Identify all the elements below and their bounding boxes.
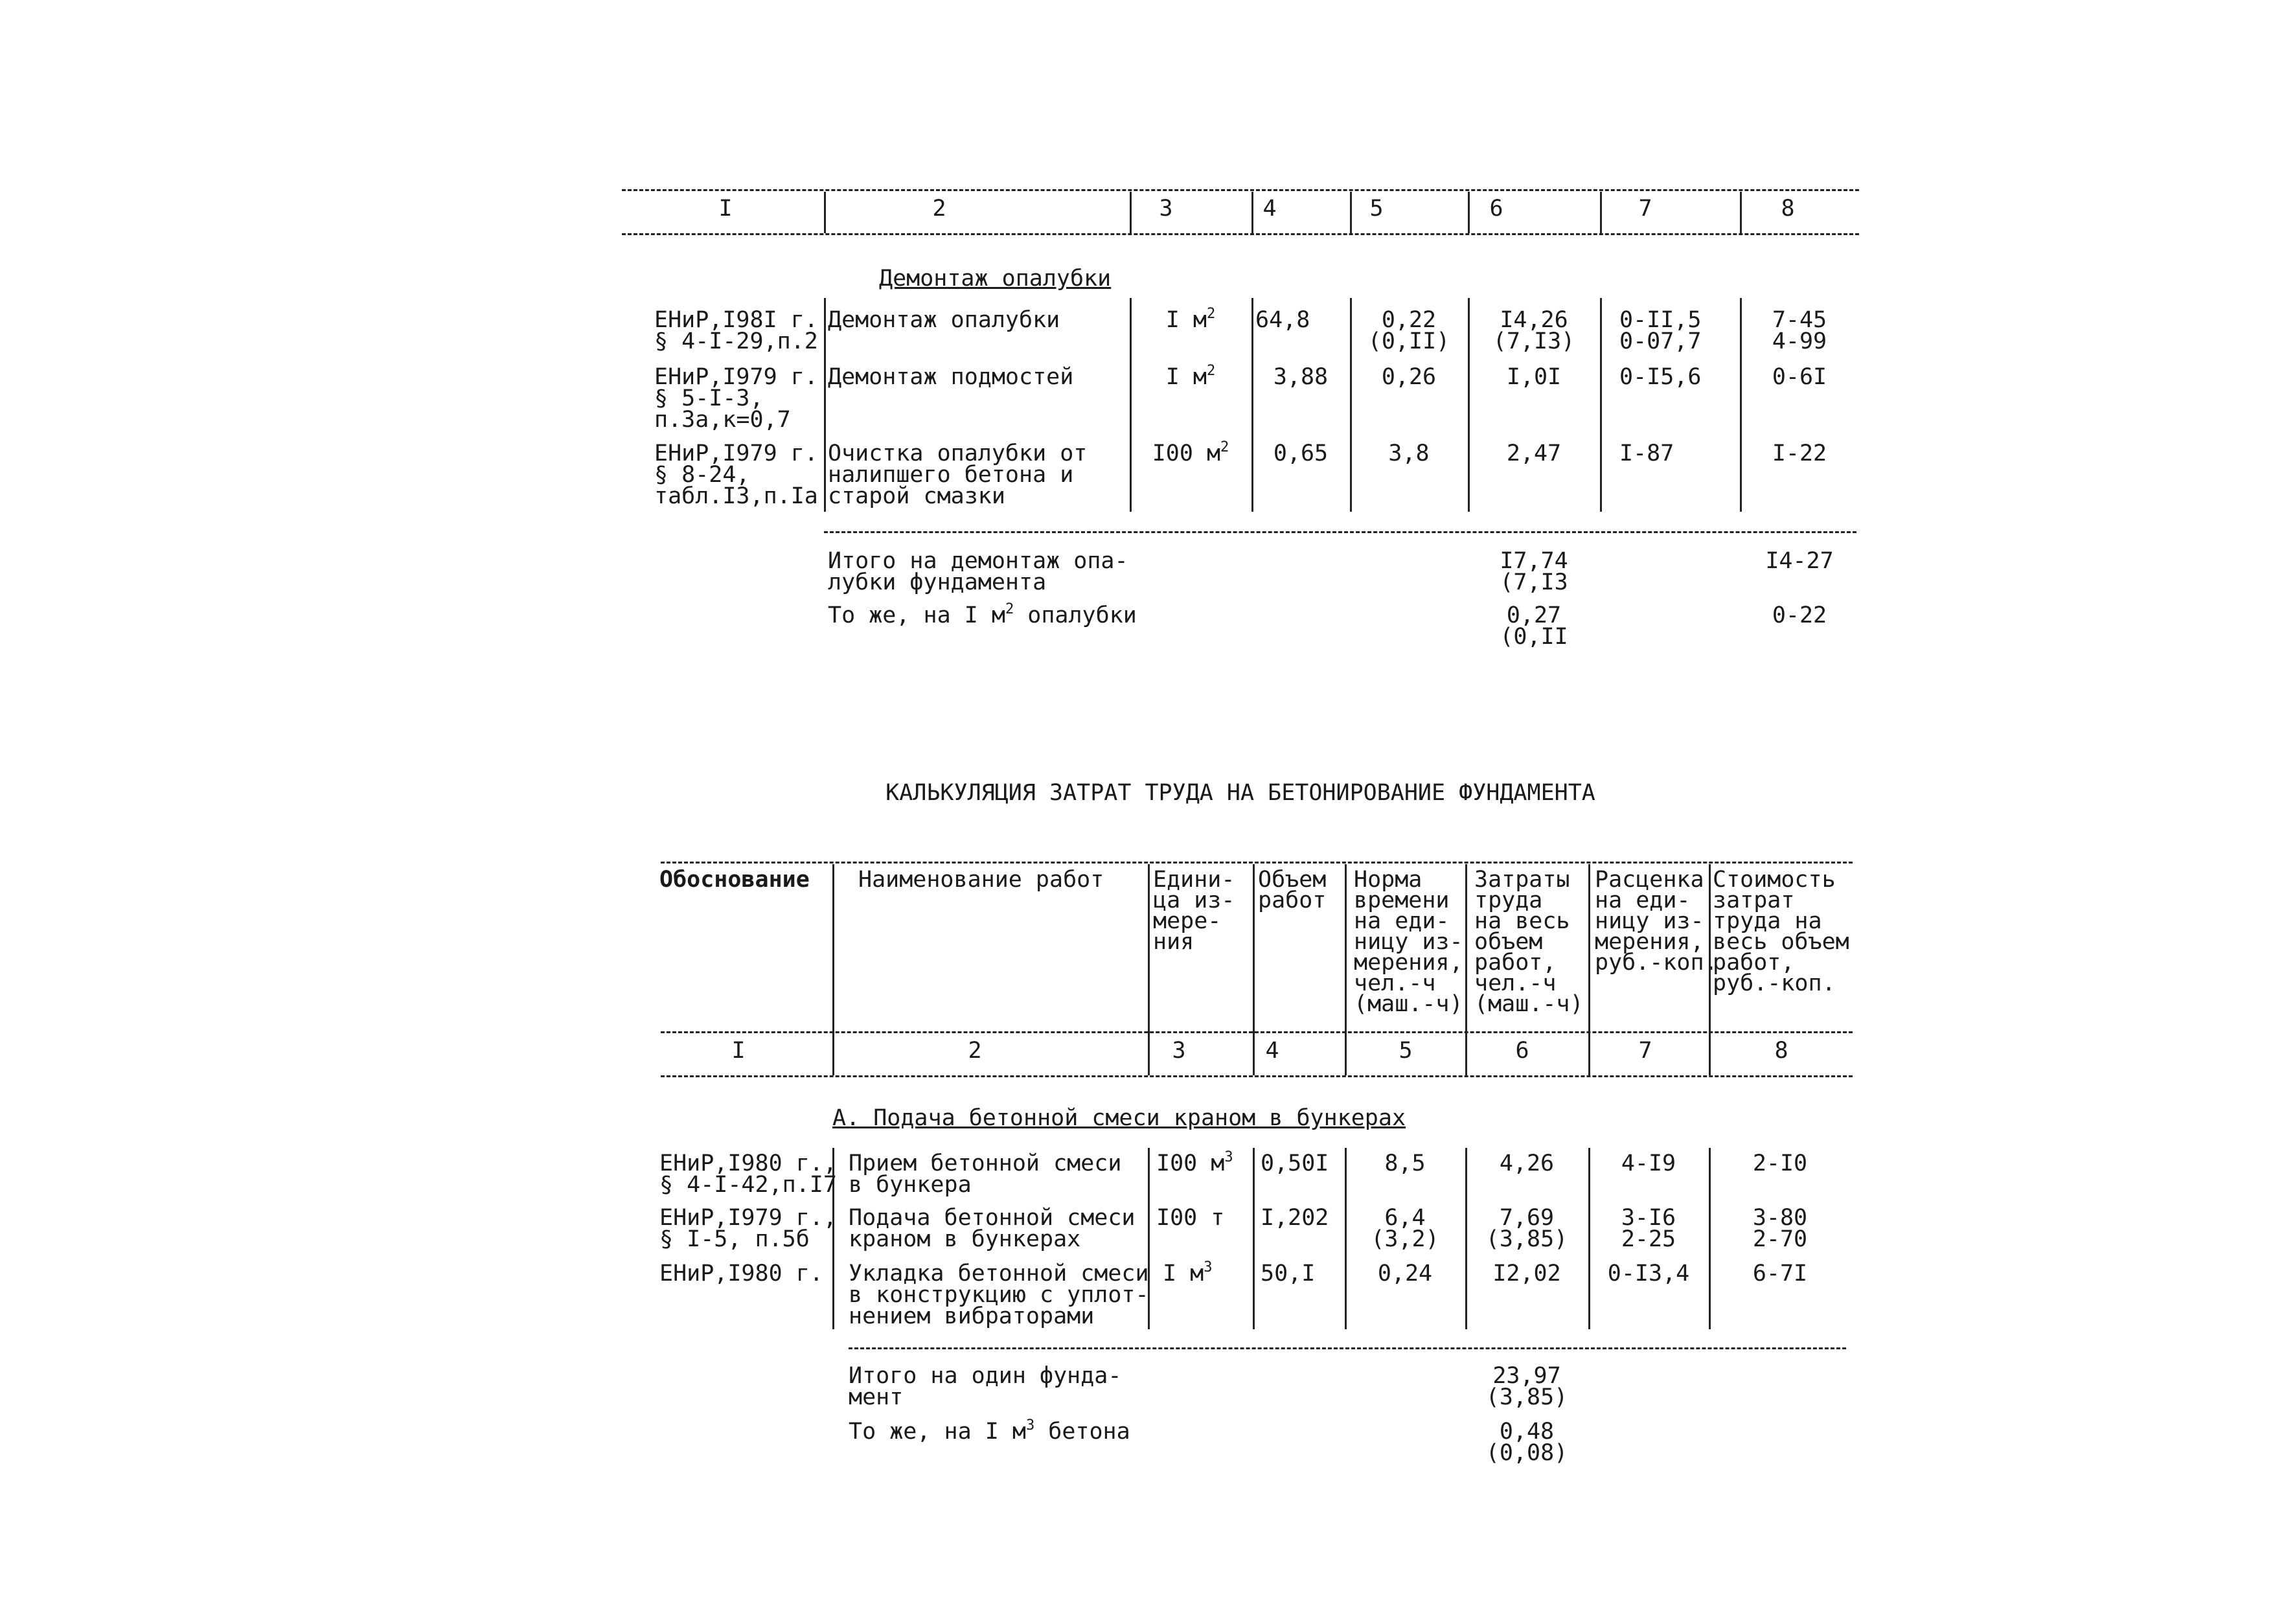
column-divider bbox=[1253, 1148, 1255, 1329]
labor-cell: 7,69 bbox=[1499, 1205, 1555, 1231]
name-cell: Укладка бетонной смеси bbox=[849, 1261, 1149, 1287]
name-cell: краном в бункерах bbox=[849, 1226, 1081, 1252]
col-number: 5 bbox=[1369, 196, 1384, 222]
cost-cell: 6-7I bbox=[1752, 1261, 1808, 1287]
labor-cell: I2,02 bbox=[1492, 1261, 1561, 1287]
name-cell: в бункера bbox=[849, 1172, 972, 1198]
unit-cell: I $м^2$ bbox=[1165, 363, 1216, 390]
labor-cell: (3,85) bbox=[1485, 1226, 1568, 1252]
basis-cell: ЕНиР,I980 г., bbox=[659, 1150, 837, 1176]
rate-cell: 4-I9 bbox=[1621, 1150, 1676, 1176]
total-label: лубки фундамента bbox=[828, 569, 1047, 595]
rate-cell: I-87 bbox=[1619, 440, 1674, 466]
column-divider bbox=[832, 864, 834, 1075]
cost-cell: 7-45 bbox=[1772, 307, 1827, 333]
column-divider bbox=[824, 298, 826, 512]
name-cell: Демонтаж опалубки bbox=[828, 307, 1060, 333]
total-label: Итого на один фунда- bbox=[849, 1363, 1122, 1389]
col-number: I bbox=[731, 1038, 746, 1064]
column-divider bbox=[1600, 298, 1602, 512]
labor-cell: (7,I3) bbox=[1492, 328, 1575, 354]
cost-cell: 3-80 bbox=[1752, 1205, 1808, 1231]
basis-cell: § I-5, п.5б bbox=[659, 1226, 810, 1252]
col-number: 8 bbox=[1781, 196, 1795, 222]
rule bbox=[661, 862, 1853, 863]
section-title: Демонтаж опалубки bbox=[879, 266, 1112, 292]
rule bbox=[849, 1347, 1846, 1349]
col-number: 6 bbox=[1489, 196, 1503, 222]
volume-cell: 0,50I bbox=[1261, 1150, 1329, 1176]
rate-cell: 2-25 bbox=[1621, 1226, 1676, 1252]
column-header: Затраты труда на весь объем работ, чел.-ч (маш.-ч) bbox=[1474, 867, 1584, 1017]
volume-cell: 3,88 bbox=[1273, 364, 1329, 390]
rate-cell: 0-II,5 bbox=[1619, 307, 1702, 333]
labor-cell: I,0I bbox=[1506, 364, 1562, 390]
cost-cell: 2-70 bbox=[1752, 1226, 1808, 1252]
name-cell: Демонтаж подмостей bbox=[828, 364, 1074, 390]
col-number: 4 bbox=[1265, 1038, 1279, 1064]
volume-cell: 64,8 bbox=[1255, 307, 1310, 333]
col-number: 3 bbox=[1172, 1038, 1186, 1064]
col-number: 5 bbox=[1399, 1038, 1413, 1064]
column-header: Объем работ bbox=[1258, 867, 1327, 913]
labor-cell: I4,26 bbox=[1500, 307, 1568, 333]
col-number: 2 bbox=[932, 196, 946, 222]
column-header: Стоимость затрат труда на весь объем работ, руб.-коп. bbox=[1713, 867, 1849, 996]
rule bbox=[622, 189, 1859, 191]
cost-cell: 2-I0 bbox=[1752, 1150, 1808, 1176]
basis-cell: ЕНиР,I980 г. bbox=[659, 1261, 823, 1287]
basis-cell: ЕНиР,I98I г. bbox=[654, 307, 818, 333]
per-unit-labor: 0,48 bbox=[1499, 1419, 1555, 1445]
total-labor: (3,85) bbox=[1485, 1384, 1568, 1410]
column-divider bbox=[1251, 298, 1253, 512]
unit-cell: I00 $м^3$ bbox=[1156, 1149, 1233, 1176]
unit-cell: I00 $м^2$ bbox=[1152, 439, 1229, 466]
basis-cell: § 8-24, bbox=[654, 462, 750, 488]
column-header: Расценка на еди- ницу из- мерения, руб.-коп. bbox=[1595, 867, 1718, 976]
rate-cell: 0-I5,6 bbox=[1619, 364, 1702, 390]
name-cell: налипшего бетона и bbox=[828, 462, 1074, 488]
norm-cell: 6,4 bbox=[1384, 1205, 1426, 1231]
rule bbox=[661, 1075, 1853, 1077]
cost-cell: I-22 bbox=[1772, 440, 1827, 466]
name-cell: нением вибраторами bbox=[849, 1303, 1095, 1329]
norm-cell: (3,2) bbox=[1371, 1226, 1439, 1252]
cost-cell: 0-6I bbox=[1772, 364, 1827, 390]
unit-cell: I $м^2$ bbox=[1165, 306, 1216, 333]
col-number: 4 bbox=[1262, 196, 1277, 222]
basis-cell: § 4-I-29,п.2 bbox=[654, 328, 818, 354]
volume-cell: I,202 bbox=[1261, 1205, 1329, 1231]
labor-cell: 2,47 bbox=[1506, 440, 1562, 466]
per-unit-labor: (0,II bbox=[1500, 624, 1568, 650]
basis-cell: ЕНиР,I979 г. bbox=[654, 364, 818, 390]
total-label: мент bbox=[849, 1384, 904, 1410]
rule bbox=[824, 531, 1856, 533]
name-cell: Очистка опалубки от bbox=[828, 440, 1088, 466]
col-number: 8 bbox=[1774, 1038, 1788, 1064]
norm-cell: (0,II) bbox=[1367, 328, 1450, 354]
unit-cell: I $м^3$ bbox=[1163, 1259, 1213, 1287]
col-number: 3 bbox=[1159, 196, 1173, 222]
col-number: 2 bbox=[968, 1038, 982, 1064]
rule bbox=[622, 233, 1859, 235]
per-unit-labor: 0,27 bbox=[1506, 602, 1562, 628]
total-labor: I7,74 bbox=[1500, 548, 1568, 574]
basis-cell: ЕНиР,I979 г. bbox=[654, 440, 818, 466]
name-cell: в конструкцию с уплот- bbox=[849, 1282, 1149, 1308]
unit-cell: I00 т bbox=[1156, 1205, 1225, 1231]
column-divider bbox=[824, 192, 826, 233]
per-unit-label: То же, на I $м^2$ опалубки bbox=[828, 601, 1137, 628]
column-header: Норма времени на еди- ницу из- мерения, чел.-ч (маш.-ч) bbox=[1354, 867, 1463, 1017]
labor-cell: 4,26 bbox=[1499, 1150, 1555, 1176]
norm-cell: 0,22 bbox=[1381, 307, 1437, 333]
col-number: I bbox=[718, 196, 733, 222]
basis-cell: § 4-I-42,п.I7 bbox=[659, 1172, 837, 1198]
rate-cell: 3-I6 bbox=[1621, 1205, 1676, 1231]
norm-cell: 0,26 bbox=[1381, 364, 1437, 390]
section-title: А. Подача бетонной смеси краном в бункерах bbox=[832, 1105, 1406, 1131]
name-cell: старой смазки bbox=[828, 483, 1005, 509]
rule bbox=[661, 1031, 1853, 1033]
basis-cell: табл.I3,п.Iа bbox=[654, 483, 818, 509]
volume-cell: 0,65 bbox=[1273, 440, 1329, 466]
name-cell: Прием бетонной смеси bbox=[849, 1150, 1122, 1176]
col-number: 6 bbox=[1515, 1038, 1529, 1064]
basis-cell: ЕНиР,I979 г., bbox=[659, 1205, 837, 1231]
per-unit-cost: 0-22 bbox=[1772, 602, 1827, 628]
column-header: Едини- ца из- мере- ния bbox=[1153, 867, 1235, 955]
cost-cell: 4-99 bbox=[1772, 328, 1827, 354]
name-cell: Подача бетонной смеси bbox=[849, 1205, 1136, 1231]
basis-cell: § 5-I-3, bbox=[654, 385, 764, 411]
page-title: КАЛЬКУЛЯЦИЯ ЗАТРАТ ТРУДА НА БЕТОНИРОВАНИЕ ФУНДАМЕНТА bbox=[885, 780, 1595, 806]
per-unit-label: То же, на I $м^3$ бетона bbox=[849, 1417, 1130, 1445]
col-number: 7 bbox=[1638, 196, 1652, 222]
basis-cell: п.3а,к=0,7 bbox=[654, 407, 791, 433]
total-labor: 23,97 bbox=[1492, 1363, 1561, 1389]
col-number: 7 bbox=[1638, 1038, 1652, 1064]
total-cost: I4-27 bbox=[1765, 548, 1834, 574]
per-unit-labor: (0,08) bbox=[1485, 1440, 1568, 1466]
total-labor: (7,I3 bbox=[1500, 569, 1568, 595]
norm-cell: 8,5 bbox=[1384, 1150, 1426, 1176]
column-header: Наименование работ bbox=[858, 867, 1104, 893]
norm-cell: 0,24 bbox=[1377, 1261, 1433, 1287]
column-header: Обоснование bbox=[659, 867, 810, 893]
norm-cell: 3,8 bbox=[1388, 440, 1430, 466]
volume-cell: 50,I bbox=[1261, 1261, 1316, 1287]
total-label: Итого на демонтаж опа- bbox=[828, 548, 1128, 574]
rate-cell: 0-07,7 bbox=[1619, 328, 1702, 354]
rate-cell: 0-I3,4 bbox=[1607, 1261, 1690, 1287]
